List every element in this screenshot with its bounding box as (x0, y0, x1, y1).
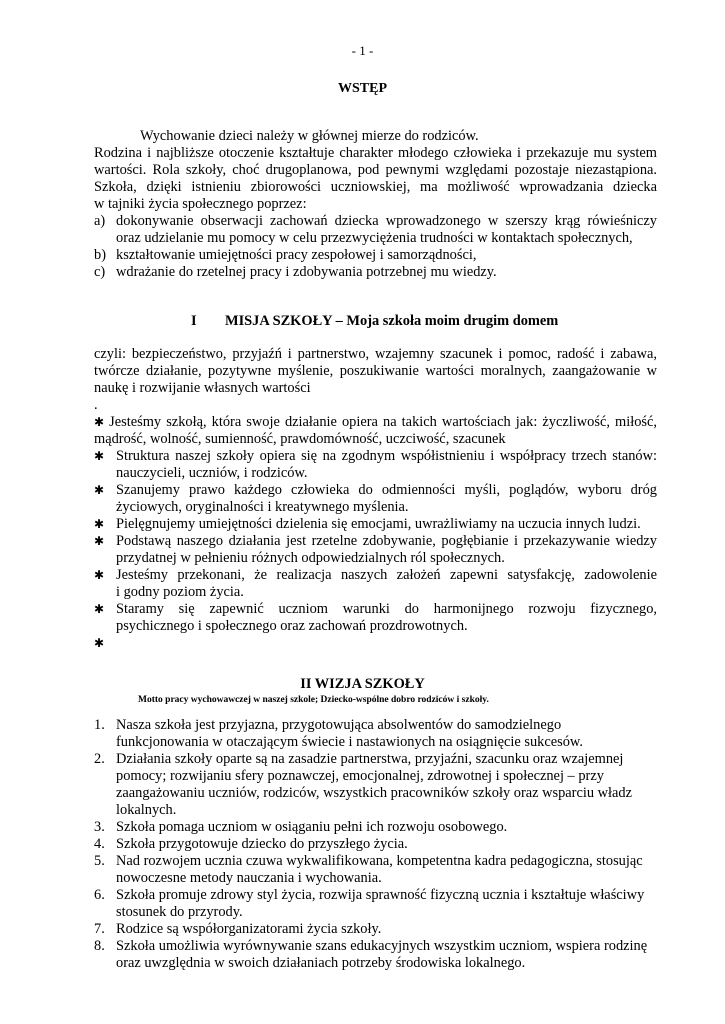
star-icon: ✱ (94, 568, 105, 582)
star-icon: ✱ (94, 636, 105, 650)
list-item-line: dokonywanie obserwacji zachowań dziecka wprowadzonego w szerszy krąg rówieśniczy (116, 213, 657, 229)
list-item (94, 717, 657, 751)
list-item-line: życiowych, oryginalności i kreatywnego myślenia. (116, 499, 409, 515)
list-number: 2. (94, 751, 105, 767)
dot-line: . (94, 397, 98, 413)
star-icon: ✱ (94, 449, 105, 463)
star-icon: ✱ (94, 602, 105, 616)
list-item (94, 887, 657, 921)
section-number: I (191, 313, 197, 329)
list-item-line: Jesteśmy przekonani, że realizacja naszych założeń zapewni satysfakcję, zadowolenie (116, 567, 657, 583)
intro-line: Rodzina i najbliższe otoczenie kształtuje charakter młodego człowieka i przekazuje mu system (94, 145, 657, 161)
values-line: naukę i rozwijanie własnych wartości (94, 380, 311, 396)
list-item (94, 567, 657, 601)
list-item-line: stosunek do przyrody. (116, 904, 243, 920)
list-item (94, 819, 657, 836)
list-item-line: Pielęgnujemy umiejętności dzielenia się emocjami, uwrażliwiamy na uczucia innych ludzi. (116, 516, 641, 532)
list-marker: b) (94, 247, 106, 263)
list-item-line: przydatnej w pełnieniu różnych odpowiedzialnych ról społecznych. (116, 550, 505, 566)
list-item-line: funkcjonowania w otaczającym świecie i nastawionych na osiągnięcie sukcesów. (116, 734, 583, 750)
list-item-line: Szanujemy prawo każdego człowieka do odmienności myśli, poglądów, wyboru dróg (116, 482, 657, 498)
list-item-line: Szkoła promuje zdrowy styl życia, rozwija sprawność fizyczną ucznia i kształtuje właściwy (116, 887, 645, 903)
list-marker: a) (94, 213, 106, 229)
list-item (94, 836, 657, 853)
intro-line: Wychowanie dzieci należy w głównej mierze do rodziców. (140, 128, 479, 144)
list-marker: c) (94, 264, 106, 280)
list-item-line: nowoczesne metody nauczania i wychowania. (116, 870, 382, 886)
list-number: 8. (94, 938, 105, 954)
list-item-line: Szkoła pomaga uczniom w osiąganiu pełni ich rozwoju osobowego. (116, 819, 508, 835)
list-item (94, 482, 657, 516)
list-item-line: Nasza szkoła jest przyjazna, przygotowująca absolwentów do samodzielnego (116, 717, 562, 733)
list-item-line: Rodzice są współorganizatorami życia szkoły. (116, 921, 382, 937)
intro-list (94, 213, 657, 281)
star-icon: ✱ (94, 517, 105, 531)
list-item-line: wdrażanie do rzetelnej pracy i zdobywania potrzebnej mu wiedzy. (116, 264, 497, 280)
list-item-line: Szkoła umożliwia wyrównywanie szans edukacyjnych wszystkim uczniom, wspiera rodzinę (116, 938, 648, 954)
list-item (94, 264, 657, 281)
list-item-line: Podstawą naszego działania jest rzetelne zdobywanie, pogłębianie i przekazywanie wiedzy (116, 533, 657, 549)
intro-line: wartości. Rola szkoły, choć drugoplanowa, pod pewnymi względami pozostaje niezastąpiona. (94, 162, 657, 178)
first-star-line: ✱ Jesteśmy szkołą, która swoje działanie opiera na takich wartościach jak: życzliwość, miłość, (94, 414, 657, 430)
list-item-line: pomocy; rozwijaniu sfery poznawczej, emocjonalnej, zdrowotnej i społecznej – przy (116, 768, 604, 784)
list-item-line (116, 635, 657, 652)
intro-section (94, 128, 657, 281)
list-item-line: Struktura naszej szkoły opiera się na zgodnym współistnieniu i współpracy trzech stanów: (116, 448, 657, 464)
star-icon: ✱ (94, 534, 105, 548)
list-item-line: Nad rozwojem ucznia czuwa wykwalifikowana, kompetentna kadra pedagogiczna, stosując (116, 853, 643, 869)
first-star-line: mądrość, wolność, sumienność, prawdomówność, uczciwość, szacunek (94, 431, 506, 447)
list-item-empty (94, 635, 657, 652)
list-item (94, 213, 657, 247)
list-item-line: psychicznego i społecznego oraz zachowań prozdrowotnych. (116, 618, 468, 634)
list-item (94, 853, 657, 887)
list-item (94, 938, 657, 972)
list-number: 5. (94, 853, 105, 869)
vision-list (94, 717, 657, 972)
section-title-wstep: WSTĘP (337, 81, 387, 96)
star-icon: ✱ (94, 415, 105, 429)
list-item-line: oraz udzielanie mu pomocy w celu przezwyciężenia trudności w kontaktach społecznych, (116, 230, 633, 246)
list-item-line: nauczycieli, uczniów, i rodziców. (116, 465, 308, 481)
motto: Motto pracy wychowawczej w naszej szkole; Dziecko-wspólne dobro rodziców i szkoły. (138, 695, 489, 705)
list-item (94, 751, 657, 819)
list-number: 4. (94, 836, 105, 852)
star-icon: ✱ (94, 483, 105, 497)
list-item (94, 247, 657, 264)
list-item-line: Staramy się zapewnić uczniom warunki do harmonijnego rozwoju fizycznego, (116, 601, 657, 617)
intro-line: Szkoła, dzięki istnieniu zbiorowości uczniowskiej, ma możliwość wprowadzania dziecka (94, 179, 657, 195)
section-title-text: MISJA SZKOŁY – Moja szkoła moim drugim domem (225, 313, 559, 329)
list-item-line: Szkoła przygotowuje dziecko do przyszłego życia. (116, 836, 408, 852)
list-item (94, 601, 657, 635)
section-title-misja (191, 313, 558, 330)
list-item-line: Działania szkoły oparte są na zasadzie partnerstwa, przyjaźni, szacunku oraz wzajemnej (116, 751, 624, 767)
mission-list (94, 448, 657, 652)
list-number: 7. (94, 921, 105, 937)
section-title-wizja: II WIZJA SZKOŁY (300, 676, 425, 692)
page-number: - 1 - (351, 43, 374, 58)
list-number: 3. (94, 819, 105, 835)
list-item-line: kształtowanie umiejętności pracy zespołowej i samorządności, (116, 247, 477, 263)
list-item-line: zaangażowaniu uczniów, rodziców, wszystkich pracowników szkoły oraz wsparciu władz (116, 785, 633, 801)
wizja-section (94, 717, 657, 972)
list-item (94, 448, 657, 482)
list-item (94, 516, 657, 533)
list-item-line: oraz uwzględnia w swoich działaniach potrzeby środowiska lokalnego. (116, 955, 526, 971)
values-line: czyli: bezpieczeństwo, przyjaźń i partnerstwo, wzajemny szacunek i pomoc, radość i zabawa, (94, 346, 657, 362)
values-line: twórcze działanie, pozytywne myślenie, poszukiwanie wartości moralnych, zaangażowanie w (94, 363, 657, 379)
list-number: 6. (94, 887, 105, 903)
list-item-line: lokalnych. (116, 802, 177, 818)
list-item (94, 533, 657, 567)
list-item (94, 921, 657, 938)
misja-section (94, 346, 657, 652)
list-number: 1. (94, 717, 105, 733)
intro-line: w tajniki życia społecznego poprzez: (94, 196, 307, 212)
list-item-line: i godny poziom życia. (116, 584, 244, 600)
